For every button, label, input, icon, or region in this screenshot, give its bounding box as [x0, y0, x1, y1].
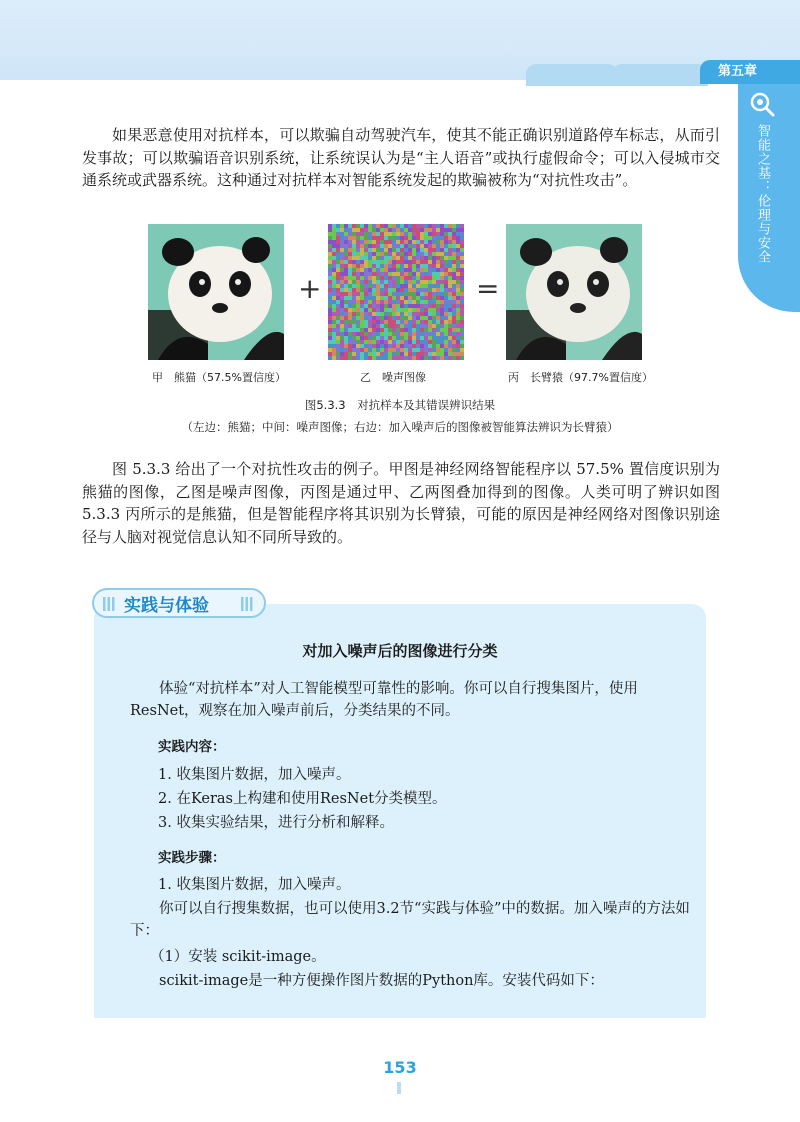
- caption-middle: 乙 噪声图像: [360, 371, 426, 384]
- caption-left: 甲 熊猫（57.5%置信度）: [152, 371, 286, 384]
- magnifier-icon: [748, 90, 776, 118]
- header-tab-decor: [612, 64, 708, 86]
- bars-icon: [240, 597, 254, 611]
- content-item: 3. 收集实验结果，进行分析和解释。: [158, 815, 394, 831]
- content-item: 2. 在Keras上构建和使用ResNet分类模型。: [158, 791, 447, 807]
- bars-icon: [102, 597, 116, 611]
- header-tab-decor: [526, 64, 618, 86]
- figure-5-3-3: [148, 224, 668, 374]
- noise-image: [328, 224, 464, 360]
- step-description: 你可以自行搜集数据，也可以使用3.2节“实践与体验”中的数据。加入噪声的方法如下：: [130, 901, 690, 939]
- practice-title: 对加入噪声后的图像进行分类: [302, 642, 498, 660]
- figure-title: 图5.3.3 对抗样本及其错误辨识结果: [304, 398, 496, 412]
- steps-heading: 实践步骤：: [158, 850, 226, 866]
- practice-tab: [92, 588, 266, 618]
- content-heading: 实践内容：: [158, 739, 226, 755]
- practice-label: 实践与体验: [124, 596, 209, 616]
- sub-step-description: scikit-image是一种方便操作图片数据的Python库。安装代码如下：: [159, 973, 604, 989]
- sub-step: （1）安装 scikit-image。: [150, 949, 326, 965]
- adversarial-panda-image: [506, 224, 642, 360]
- panda-image: [148, 224, 284, 360]
- equals-sign: =: [476, 272, 500, 305]
- step-item: 1. 收集图片数据，加入噪声。: [158, 877, 351, 893]
- plus-sign: +: [298, 272, 322, 305]
- explain-paragraph: 图 5.3.3 给出了一个对抗性攻击的例子。甲图是神经网络智能程序以 57.5% 置信度识别为熊猫的图像，乙图是噪声图像，丙图是通过甲、乙两图叠加得到的图像。人类可明了辨识如图 5.3.3 丙所示的是熊猫，但是智能程序将其识别为长臂猿，可能的原因是神经网络对图像识别途径与人脑对视觉信息认知不同所导致的。: [82, 460, 720, 546]
- caption-right: 丙 长臂猿（97.7%置信度）: [508, 371, 653, 384]
- chapter-tab: 第五章: [700, 60, 800, 84]
- figure-note: （左边：熊猫；中间：噪声图像；右边：加入噪声后的图像被智能算法辨识为长臂猿）: [181, 420, 619, 434]
- content-item: 1. 收集图片数据，加入噪声。: [158, 767, 351, 783]
- intro-paragraph: 如果恶意使用对抗样本，可以欺骗自动驾驶汽车，使其不能正确识别道路停车标志，从而引发事故；可以欺骗语音识别系统，让系统误认为是“主人语音”或执行虚假命令；可以入侵城市交通系统或武器系统。这种通过对抗样本对智能系统发起的欺骗被称为“对抗性攻击”。: [82, 126, 720, 189]
- page-number-tick: [397, 1082, 401, 1094]
- practice-intro: 体验“对抗样本”对人工智能模型可靠性的影响。你可以自行搜集图片，使用ResNet，观察在加入噪声前后，分类结果的不同。: [130, 681, 638, 719]
- side-chapter-title: 智能之基：伦理与安全: [755, 124, 770, 264]
- page-number: 153: [383, 1058, 417, 1077]
